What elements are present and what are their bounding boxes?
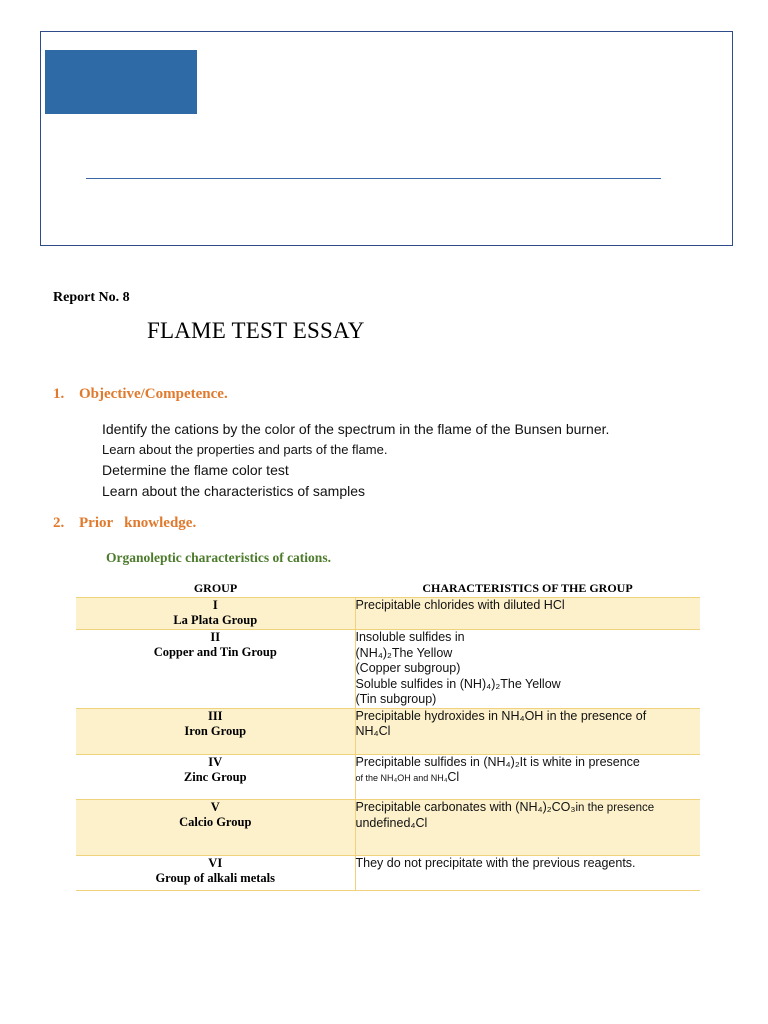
report-number: Report No. 8: [53, 290, 130, 305]
section-title: Prior knowledge.: [79, 515, 197, 531]
objectives-list: [98, 419, 609, 501]
group-roman-numeral: III: [207, 708, 223, 723]
subheading-organoleptic: Organoleptic characteristics of cations.: [106, 550, 331, 565]
table-row: [76, 630, 700, 709]
group-name: Group of alkali metals: [155, 870, 276, 885]
characteristics-cell: Precipitable hydroxides in NH₄OH in the presence of NH₄Cl: [355, 708, 700, 754]
header-divider: [86, 178, 661, 179]
group-roman-numeral: II: [210, 630, 221, 644]
table-header-row: [76, 579, 700, 598]
group-roman-numeral: VI: [208, 855, 223, 870]
group-roman-numeral: V: [210, 799, 220, 814]
group-name: Iron Group: [184, 723, 247, 738]
group-roman-numeral: I: [212, 598, 218, 612]
characteristics-cell: Insoluble sulfides in (NH₄)₂The Yellow (Copper subgroup) Soluble sulfides in (NH)₄)₂The Yellow (Tin subgroup): [355, 630, 700, 709]
section-title: Objective/Competence.: [79, 386, 228, 402]
list-item: Learn about the properties and parts of the flame.: [102, 441, 388, 457]
group-cell: [76, 598, 355, 630]
document-title: FLAME TEST ESSAY: [147, 318, 365, 343]
table-row: [76, 708, 700, 754]
table-row: [76, 754, 700, 799]
characteristics-cell: Precipitable chlorides with diluted HCl: [355, 598, 700, 630]
column-header-characteristics: CHARACTERISTICS OF THE GROUP: [422, 580, 633, 595]
cation-groups-table: [76, 579, 700, 891]
section-number: 2.: [53, 515, 65, 531]
characteristics-cell: Precipitable sulfides in (NH₄)₂It is white in presence of the NH₄OH and NH₄Cl: [355, 754, 700, 799]
group-name: Calcio Group: [179, 814, 252, 829]
group-name: La Plata Group: [173, 613, 258, 627]
group-cell: [76, 855, 355, 890]
group-cell: [76, 708, 355, 754]
header-color-block: [45, 50, 197, 114]
group-cell: [76, 630, 355, 709]
group-name: Zinc Group: [183, 769, 247, 784]
group-name: Copper and Tin Group: [153, 645, 277, 659]
column-header-group: GROUP: [193, 580, 238, 595]
header-box: [40, 31, 733, 246]
list-item: Determine the flame color test: [102, 462, 289, 478]
group-roman-numeral: IV: [208, 754, 223, 769]
table-row: [76, 799, 700, 855]
list-item: Learn about the characteristics of samples: [102, 482, 366, 499]
section-heading-objective: [53, 386, 228, 403]
group-cell: [76, 799, 355, 855]
section-heading-prior-knowledge: [53, 515, 196, 532]
characteristics-cell: Precipitable carbonates with (NH₄)₂CO₃in the presence undefined₄Cl: [355, 799, 700, 855]
section-number: 1.: [53, 386, 65, 402]
list-item: Identify the cations by the color of the spectrum in the flame of the Bunsen burner.: [102, 421, 610, 437]
table-row: [76, 598, 700, 630]
group-cell: [76, 754, 355, 799]
table-row: [76, 855, 700, 890]
characteristics-cell: They do not precipitate with the previous reagents.: [355, 855, 700, 890]
